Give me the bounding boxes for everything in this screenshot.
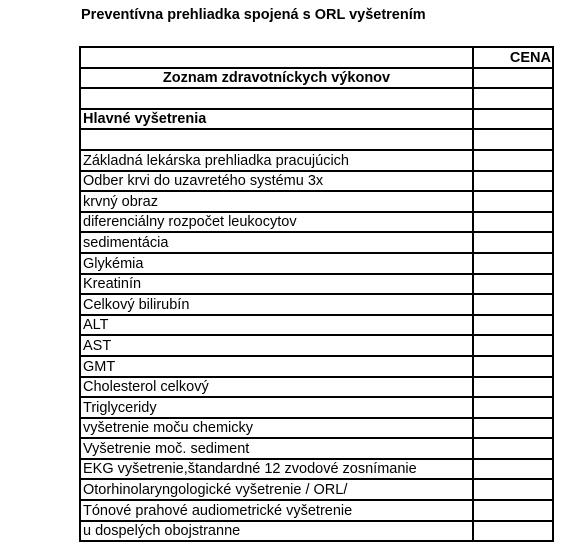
section-title: Hlavné vyšetrenia [80,109,473,130]
services-table [79,46,554,542]
service-name: sedimentácia [80,232,473,253]
price-cell [473,438,553,459]
table-row [80,212,553,233]
price-cell [473,274,553,295]
price-cell [473,377,553,398]
price-cell [473,459,553,480]
list-title: Zoznam zdravotníckych výkonov [80,68,473,89]
price-cell [473,315,553,336]
table-row [80,274,553,295]
service-name: Odber krvi do uzavretého systému 3x [80,171,473,192]
table-row [80,335,553,356]
service-name: Kreatinín [80,274,473,295]
table-row [80,397,553,418]
service-name: Cholesterol celkový [80,377,473,398]
price-cell [473,479,553,500]
price-cell [473,232,553,253]
service-name: Triglyceridy [80,397,473,418]
table-row [80,418,553,439]
price-cell [473,68,553,89]
service-name: Celkový bilirubín [80,294,473,315]
price-cell [473,150,553,171]
price-cell [473,356,553,377]
document-title: Preventívna prehliadka spojená s ORL vyšetrením [81,7,426,23]
spacer-row [80,129,553,150]
header-row [80,47,553,68]
price-cell [473,335,553,356]
service-name: krvný obraz [80,191,473,212]
price-cell [473,418,553,439]
list-title-row [80,68,553,89]
service-name: vyšetrenie moču chemicky [80,418,473,439]
price-column-header: CENA [473,47,553,68]
service-name: diferenciálny rozpočet leukocytov [80,212,473,233]
table-row [80,150,553,171]
table-row [80,315,553,336]
spacer-row [80,88,553,109]
price-cell [473,397,553,418]
empty-cell [80,47,473,68]
empty-cell [80,129,473,150]
service-name: Glykémia [80,253,473,274]
service-name: ALT [80,315,473,336]
table-row [80,521,553,542]
service-name: AST [80,335,473,356]
table-row [80,171,553,192]
price-cell [473,500,553,521]
service-name: GMT [80,356,473,377]
price-cell [473,212,553,233]
service-name: Základná lekárska prehliadka pracujúcich [80,150,473,171]
price-cell [473,109,553,130]
table-row [80,377,553,398]
price-cell [473,191,553,212]
table-row [80,294,553,315]
table-row [80,253,553,274]
table-row [80,438,553,459]
table-row [80,232,553,253]
price-cell [473,129,553,150]
price-cell [473,253,553,274]
table-row [80,459,553,480]
service-name: Vyšetrenie moč. sediment [80,438,473,459]
service-name: EKG vyšetrenie,štandardné 12 zvodové zosnímanie [80,459,473,480]
empty-cell [80,88,473,109]
price-cell [473,88,553,109]
price-cell [473,521,553,542]
table-row [80,356,553,377]
service-name: Otorhinolaryngologické vyšetrenie / ORL/ [80,479,473,500]
price-cell [473,294,553,315]
service-name: Tónové prahové audiometrické vyšetrenie [80,500,473,521]
service-name: u dospelých obojstranne [80,521,473,542]
table-row [80,191,553,212]
table-row [80,500,553,521]
table-row [80,479,553,500]
section-row [80,109,553,130]
price-cell [473,171,553,192]
